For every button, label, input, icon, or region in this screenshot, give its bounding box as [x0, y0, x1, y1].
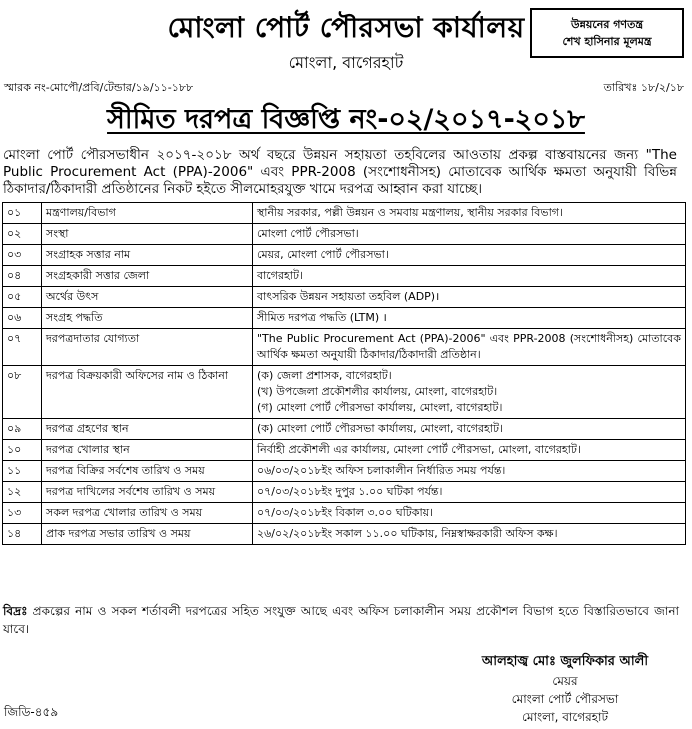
- row-detail-line: (ক) মোংলা পোর্ট পৌরসভা কার্যালয়, মোংলা, বাগেরহাট।: [257, 422, 503, 435]
- row-serial: ০১: [3, 203, 42, 224]
- row-item: সংগ্রহকারী সত্তার জেলা: [42, 266, 253, 287]
- row-detail: [253, 266, 686, 287]
- row-item: দরপত্র খোলার স্থান: [42, 440, 253, 461]
- office-title: মোংলা পোর্ট পৌরসভা কার্যালয়: [167, 11, 525, 44]
- row-detail: [253, 287, 686, 308]
- row-serial: ১৩: [3, 503, 42, 524]
- row-item: দরপত্র দাখিলের সর্বশেষ তারিখ ও সময়: [42, 482, 253, 503]
- memo-date: তারিখঃ ১৮/২/১৮: [603, 81, 684, 94]
- row-serial: ০৩: [3, 245, 42, 266]
- signatory-place: মোংলা, বাগেরহাট: [522, 710, 608, 724]
- row-detail-line: মেয়র, মোংলা পোর্ট পৌরসভা।: [257, 248, 389, 261]
- signatory-name: আলহাজ্ব মোঃ জুলফিকার আলী: [481, 654, 649, 669]
- table-row: [3, 482, 686, 503]
- table-row: [3, 308, 686, 329]
- table-row: [3, 503, 686, 524]
- notice-title: [0, 99, 692, 144]
- table-row: [3, 266, 686, 287]
- row-detail: [253, 461, 686, 482]
- row-detail-line: মোংলা পোর্ট পৌরসভা।: [257, 227, 359, 240]
- memo-number: স্মারক নং-মোপৌ/প্রবি/টেন্ডার/১৯/১১-১৮৮: [4, 81, 194, 94]
- row-serial: ০৭: [3, 329, 42, 366]
- row-item: সংগ্রাহক সত্তার নাম: [42, 245, 253, 266]
- row-serial: ০৬: [3, 308, 42, 329]
- row-item: দরপত্রদাতার যোগ্যতা: [42, 329, 253, 366]
- row-serial: ০৪: [3, 266, 42, 287]
- row-serial: ১২: [3, 482, 42, 503]
- row-serial: ১৪: [3, 524, 42, 545]
- row-detail-line: স্থানীয় সরকার, পল্লী উন্নয়ন ও সমবায় মন্ত্রণালয়, স্থানীয় সরকার বিভাগ।: [257, 206, 563, 219]
- row-detail: [253, 245, 686, 266]
- table-body: [3, 203, 686, 545]
- row-item: সংগ্রহ পদ্ধতি: [42, 308, 253, 329]
- row-item: দরপত্র গ্রহণের স্থান: [42, 419, 253, 440]
- row-detail: [253, 440, 686, 461]
- table-row: [3, 329, 686, 366]
- row-detail-line: বাগেরহাট।: [257, 269, 303, 282]
- row-serial: ১০: [3, 440, 42, 461]
- row-detail-line: "The Public Procurement Act (PPA)-2006" এবং PPR-2008 (সংশোধনীসহ) মোতাবেক আর্থিক ক্ষমতা অনুযায়ী ঠিকাদার/ঠিকাদারী প্রতিষ্ঠান।: [257, 332, 681, 361]
- row-detail: [253, 524, 686, 545]
- signatory-title: মেয়র: [552, 674, 578, 688]
- table-row: [3, 287, 686, 308]
- note-text: প্রকল্পের নাম ও সকল শর্তাবলী দরপত্রের সহিত সংযুক্ত আছে এবং অফিস চলাকালীন সময় প্রকৌশল বিভাগ হতে বিস্তারিতভাবে জানা যাবে।: [3, 604, 679, 636]
- row-detail-line: ০৬/০৩/২০১৮ইং অফিস চলাকালীন নির্ধারিত সময় পর্যন্ত।: [257, 464, 506, 477]
- row-serial: ০৫: [3, 287, 42, 308]
- row-serial: ০৮: [3, 366, 42, 419]
- row-detail-line: ০৭/০৩/২০১৮ইং দুপুর ১.০০ ঘটিকা পর্যন্ত।: [257, 485, 443, 498]
- slogan-line-2: শেখ হাসিনার মূলমন্ত্র: [562, 35, 652, 48]
- slogan-line-1: উন্নয়নের গণতন্ত্র: [571, 18, 643, 31]
- row-detail: [253, 503, 686, 524]
- row-item: সকল দরপত্র খোলার তারিখ ও সময়: [42, 503, 253, 524]
- row-detail-line: (গ) মোংলা পোর্ট পৌরসভা কার্যালয়, মোংলা, বাগেরহাট।: [257, 401, 503, 414]
- row-item: প্রাক দরপত্র সভার তারিখ ও সময়: [42, 524, 253, 545]
- row-detail-line: (ক) জেলা প্রশাসক, বাগেরহাট।: [257, 369, 392, 382]
- row-detail-line: (খ) উপজেলা প্রকৌশলীর কার্যালয়, মোংলা, বাগেরহাট।: [257, 385, 498, 398]
- row-serial: ১১: [3, 461, 42, 482]
- row-detail-line: বাৎসরিক উন্নয়ন সহায়তা তহবিল (ADP)।: [257, 290, 440, 303]
- row-item: মন্ত্রণালয়/বিভাগ: [42, 203, 253, 224]
- row-detail: [253, 203, 686, 224]
- office-location: মোংলা, বাগেরহাট: [288, 53, 404, 72]
- note-label: বিদ্রঃ: [3, 604, 28, 618]
- row-item: সংস্থা: [42, 224, 253, 245]
- row-item: দরপত্র বিক্রয়কারী অফিসের নাম ও ঠিকানা: [42, 366, 253, 419]
- row-item: অর্থের উৎস: [42, 287, 253, 308]
- table-row: [3, 224, 686, 245]
- table-row: [3, 461, 686, 482]
- row-detail: [253, 366, 686, 419]
- table-row: [3, 524, 686, 545]
- row-detail: [253, 482, 686, 503]
- row-serial: ০৯: [3, 419, 42, 440]
- notice-intro: মোংলা পোর্ট পৌরসভাধীন ২০১৭-২০১৮ অর্থ বছরে উন্নয়ন সহায়তা তহবিলের আওতায় প্রকল্প বাস্তবায়নের জন্য "The Public Procurement Act (PPA)-2006" এবং PPR-2008 (সংশোধনীসহ) মোতাবেক আর্থিক ক্ষমতা অনুযায়ী বিভিন্ন ঠিকাদার/ঠিকাদারী প্রতিষ্ঠানের নিকট হইতে সীলমোহরযুক্ত খামে দরপত্র আহ্বান করা যাচ্ছে।: [3, 147, 677, 197]
- tender-details-table: [2, 202, 686, 545]
- table-row: [3, 366, 686, 419]
- row-detail: [253, 419, 686, 440]
- row-item: দরপত্র বিক্রির সর্বশেষ তারিখ ও সময়: [42, 461, 253, 482]
- table-row: [3, 203, 686, 224]
- row-detail-line: নির্বাহী প্রকৌশলী এর কার্যালয়, মোংলা পোর্ট পৌরসভা, মোংলা, বাগেরহাট।: [257, 443, 581, 456]
- table-row: [3, 440, 686, 461]
- row-detail-line: সীমিত দরপত্র পদ্ধতি (LTM) ।: [257, 311, 387, 324]
- row-serial: ০২: [3, 224, 42, 245]
- footer-note: [3, 602, 679, 638]
- row-detail-line: ২৬/০২/২০১৮ইং সকাল ১১.০০ ঘটিকায়, নিম্নস্বাক্ষরকারী অফিস কক্ষ।: [257, 527, 558, 540]
- row-detail-line: ০৭/০৩/২০১৮ইং বিকাল ৩.০০ ঘটিকায়।: [257, 506, 434, 519]
- table-row: [3, 419, 686, 440]
- signatory-office: মোংলা পোর্ট পৌরসভা: [511, 692, 619, 706]
- row-detail: [253, 329, 686, 366]
- notice-title-text: সীমিত দরপত্র বিজ্ঞপ্তি নং-০২/২০১৭-২০১৮: [107, 104, 585, 135]
- gd-number: জিডি-৪৫৯: [4, 705, 59, 719]
- row-detail: [253, 224, 686, 245]
- row-detail: [253, 308, 686, 329]
- table-row: [3, 245, 686, 266]
